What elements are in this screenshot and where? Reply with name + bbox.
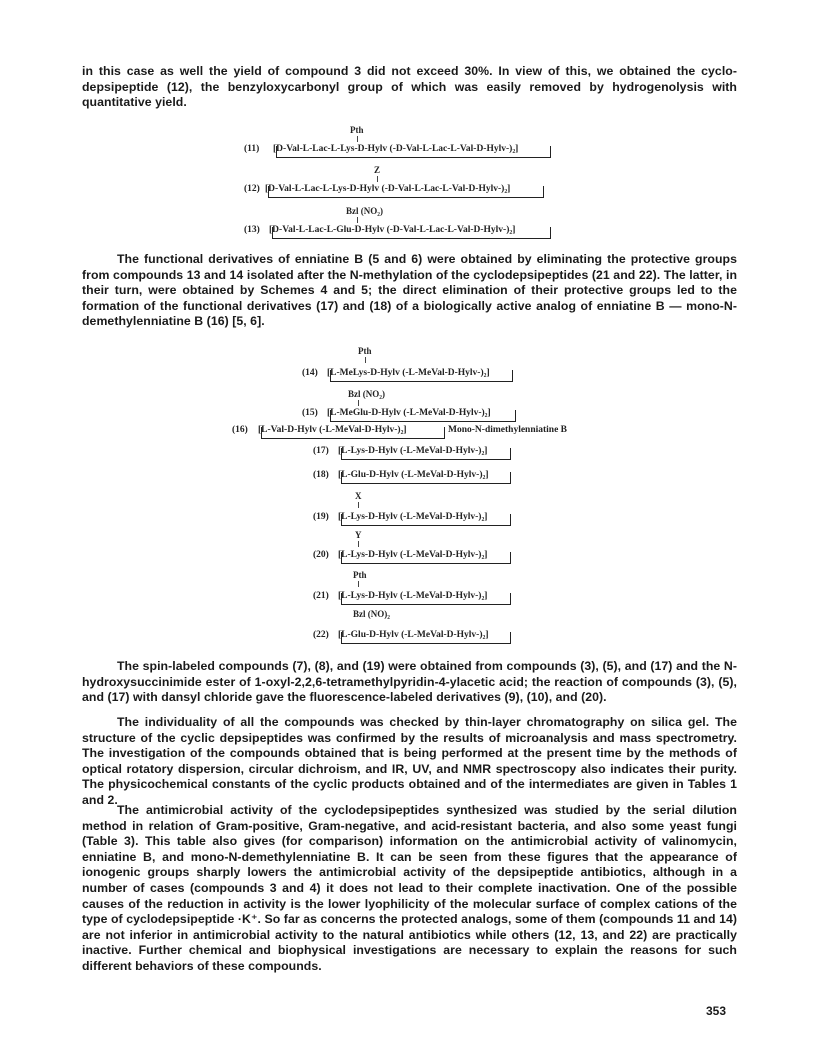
compound-number: (14) <box>302 368 318 378</box>
structural-formula: [L-Glu-D-Hylv (-L-MeVal-D-Hylv-)₂] <box>338 630 489 640</box>
paragraph-antimicrobial: The antimicrobial activity of the cyclodepsipeptides synthesized was studied by the serial dilution method in relation of Gram-positive, Gram-negative, and acid-resistant bacteria, and also some yeast fungi (Table 3). This table also gives (for comparison) information on the antimicrobial activity of valinomycin, enniatine B, and mono-N-demethylenniatine B. It can be seen from these figures that the appearance of ionogenic groups sharply lowers the antimicrobial activity of the depsipeptide antibiotics, although in a number of cases (compounds 3 and 4) it does not lead to their complete inactivation. One of the possible causes of the reduction in activity is the lower lyophilicity of the molecular surface of complex cations of the type of cyclodepsipeptide ·K⁺. So far as concerns the protected analogs, some of them (compounds 11 and 14) are not inferior in antimicrobial activity to the natural antibiotics while others (12, 13, and 22) are practically inactive. Further chemical and biophysical investigations are necessary to explain the reasons for such different behaviors of these compounds. <box>82 803 737 973</box>
bond-line <box>377 176 378 182</box>
paragraph-spin-labeled: The spin-labeled compounds (7), (8), and (19) were obtained from compounds (3), (5), and (17) and the N-hydroxysuccinimide ester of 1-oxyl-2,2,6-tetramethylpyridin-4-ylacetic acid; the reaction of compounds (3), (5), and (17) with dansyl chloride gave the fluorescence-labeled derivatives (9), (10), and (20). <box>82 659 737 705</box>
structural-formula: [D-Val-L-Lac-L-Glu-D-Hylv (-D-Val-L-Lac-L-Val-D-Hylv-)₂] <box>269 225 516 235</box>
structural-formula: [D-Val-L-Lac-L-Lys-D-Hylv (-D-Val-L-Lac-L-Val-D-Hylv-)₂] <box>265 184 511 194</box>
compound-number: (20) <box>313 550 329 560</box>
compound-number: (21) <box>313 591 329 601</box>
structural-formula: [L-Lys-D-Hylv (-L-MeVal-D-Hylv-)₂] <box>338 512 488 522</box>
bond-line <box>365 357 366 363</box>
bond-line <box>357 217 358 223</box>
compound-number: (16) <box>232 425 248 435</box>
compound-number: (19) <box>313 512 329 522</box>
compound-number: (22) <box>313 630 329 640</box>
substituent-label: X <box>355 491 362 501</box>
substituent-label: Pth <box>353 570 367 580</box>
compound-number: (12) <box>244 184 260 194</box>
bond-line <box>358 400 359 406</box>
paragraph-functional-derivatives: The functional derivatives of enniatine B (5 and 6) were obtained by eliminating the protective groups from compounds 13 and 14 isolated after the N-methylation of the cyclodepsipeptides (21 and 22). The latter, in their turn, were obtained by Schemes 4 and 5; the direct elimination of their protective groups led to the formation of the functional derivatives (17) and (18) of a biologically active analog of enniatine B — mono-N-demethylenniatine B (16) [5, 6]. <box>82 252 737 329</box>
substituent-label: Bzl (NO₂) <box>348 389 385 399</box>
structural-formula: [L-Glu-D-Hylv (-L-MeVal-D-Hylv-)₂] <box>338 470 489 480</box>
compound-number: (18) <box>313 470 329 480</box>
substituent-label: Z <box>374 165 381 175</box>
page-number: 353 <box>706 1004 727 1018</box>
substituent-label: Pth <box>350 125 364 135</box>
substituent-label: Bzl (NO)₂ <box>353 609 390 619</box>
bond-line <box>358 541 359 547</box>
structural-formula: [L-MeGlu-D-Hylv (-L-MeVal-D-Hylv-)₂] <box>327 408 491 418</box>
structural-formula: [D-Val-L-Lac-L-Lys-D-Hylv (-D-Val-L-Lac-L-Val-D-Hylv-)₂] <box>273 144 519 154</box>
bond-line <box>357 136 358 142</box>
compound-number: (15) <box>302 408 318 418</box>
substituent-label: Bzl (NO₂) <box>346 206 383 216</box>
compound-number: (13) <box>244 225 260 235</box>
structural-formula: [L-Val-D-Hylv (-L-MeVal-D-Hylv-)₂] <box>258 425 407 435</box>
substituent-label: Pth <box>358 346 372 356</box>
substituent-label: Y <box>355 530 362 540</box>
compound-number: (11) <box>244 144 260 154</box>
structural-formula: [L-Lys-D-Hylv (-L-MeVal-D-Hylv-)₂] <box>338 591 488 601</box>
paragraph-individuality: The individuality of all the compounds was checked by thin-layer chromatography on silica gel. The structure of the cyclic depsipeptides was confirmed by the results of microanalysis and mass spectrometry. The investigation of the compounds obtained that is being performed at the present time by the methods of optical rotatory dispersion, circular dichroism, and IR, UV, and NMR spectroscopy also indicates their purity. The physicochemical constants of the cyclic products obtained and of the intermediates are given in Tables 1 and 2. <box>82 715 737 807</box>
compound-name: Mono-N-dimethylenniatine B <box>448 425 568 435</box>
structural-formula: [L-Lys-D-Hylv (-L-MeVal-D-Hylv-)₂] <box>338 446 488 456</box>
compound-number: (17) <box>313 446 329 456</box>
bond-line <box>358 581 359 587</box>
paragraph-intro: in this case as well the yield of compound 3 did not exceed 30%. In view of this, we obtained the cyclo-depsipeptide (12), the benzyloxycarbonyl group of which was easily removed by hydrogenolysis with quantitative yield. <box>82 64 737 110</box>
structural-formula: [L-MeLys-D-Hylv (-L-MeVal-D-Hylv-)₂] <box>327 368 490 378</box>
bond-line <box>358 502 359 508</box>
structural-formula: [L-Lys-D-Hylv (-L-MeVal-D-Hylv-)₂] <box>338 550 488 560</box>
